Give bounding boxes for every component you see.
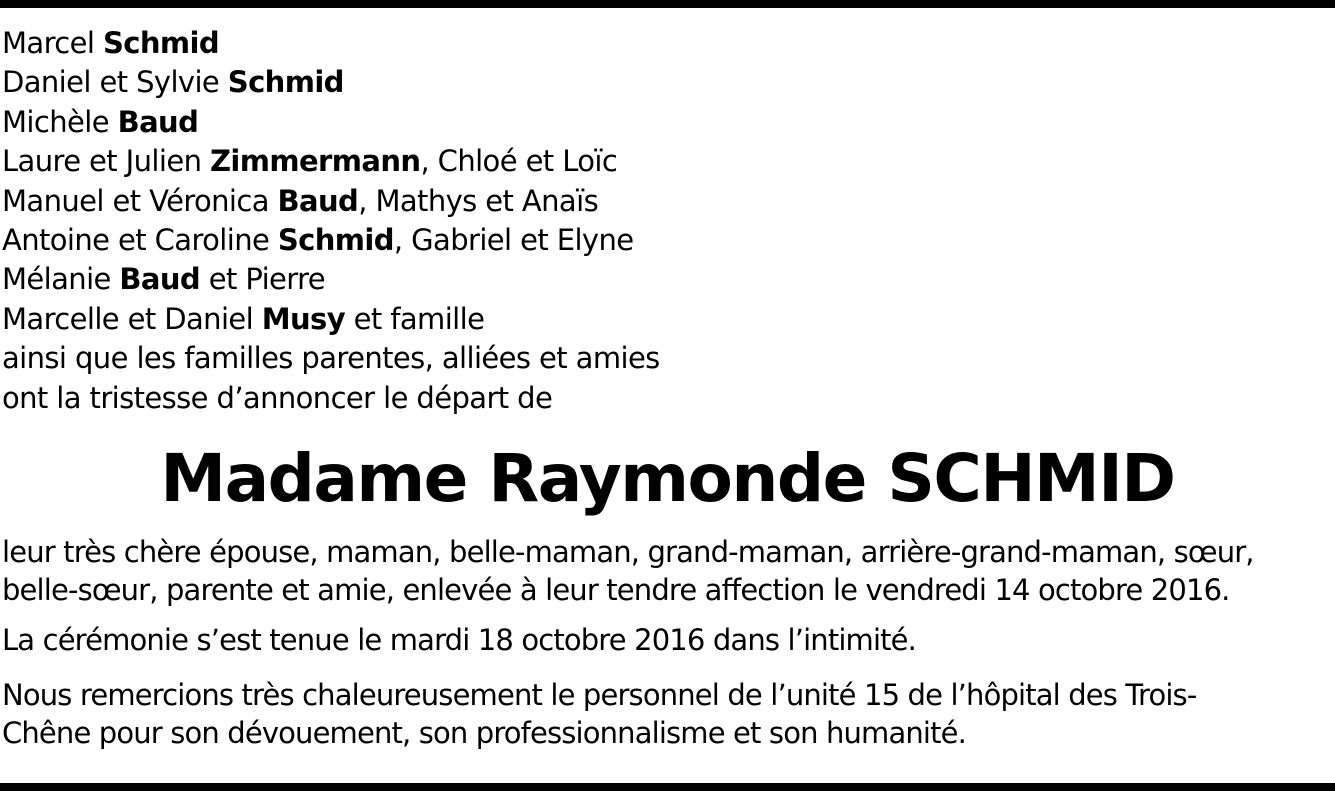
intro-line: ainsi que les familles parentes, alliées et amies: [2, 341, 660, 376]
family-list: [2, 24, 660, 418]
family-surname: Baud: [117, 104, 199, 139]
family-line: Laure et Julien Zimmermann, Chloé et Loïc: [2, 144, 618, 179]
family-line: Antoine et Caroline Schmid, Gabriel et Elyne: [2, 223, 634, 258]
family-surname: Baud: [277, 183, 359, 218]
intro-line: ont la tristesse d’annoncer le départ de: [2, 380, 553, 415]
family-surname: Baud: [119, 262, 201, 297]
family-line: Marcelle et Daniel Musy et famille: [2, 301, 485, 336]
paragraph-line: Nous remercions très chaleureusement le personnel de l’unité 15 de l’hôpital des Trois-: [2, 678, 1197, 712]
paragraph-line: La cérémonie s’est tenue le mardi 18 octobre 2016 dans l’intimité.: [2, 623, 917, 657]
paragraph-line: leur très chère épouse, maman, belle-maman, grand-maman, arrière-grand-maman, sœur,: [2, 535, 1254, 569]
family-surname: Schmid: [227, 65, 344, 100]
ceremony-paragraph: [2, 621, 1335, 659]
deceased-name: Madame Raymonde SCHMID: [160, 440, 1175, 517]
thanks-paragraph: [2, 676, 1335, 752]
family-line: Daniel et Sylvie Schmid: [2, 65, 344, 100]
family-surname: Schmid: [277, 223, 394, 258]
family-surname: Zimmermann: [209, 144, 421, 179]
announcement-paragraph: [2, 533, 1335, 609]
family-line: Michèle Baud: [2, 104, 199, 139]
family-surname: Schmid: [102, 26, 219, 60]
family-line: Manuel et Véronica Baud, Mathys et Anaïs: [2, 183, 599, 218]
family-surname: Musy: [261, 301, 346, 336]
paragraph-line: belle-sœur, parente et amie, enlevée à leur tendre affection le vendredi 14 octobre 2016.: [2, 573, 1230, 607]
bottom-border-rule: [0, 783, 1335, 791]
family-line: Mélanie Baud et Pierre: [2, 262, 326, 297]
top-border-rule: [0, 0, 1335, 8]
family-line: Marcel Schmid: [2, 26, 219, 60]
paragraph-line: Chêne pour son dévouement, son professionnalisme et son humanité.: [2, 716, 966, 750]
